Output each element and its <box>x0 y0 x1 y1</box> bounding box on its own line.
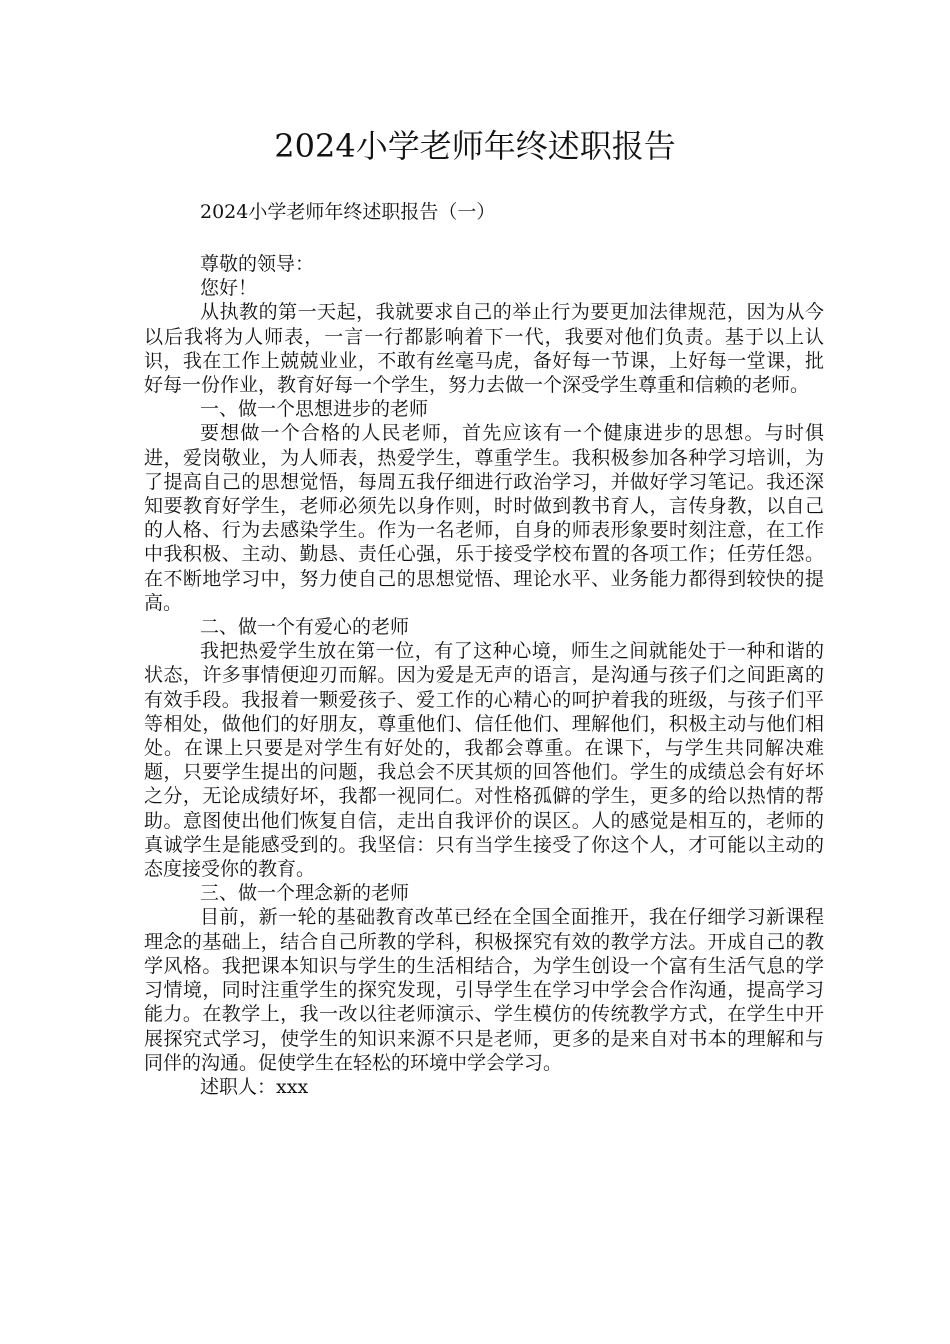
section-heading: 二、做一个有爱心的老师 <box>200 616 410 639</box>
body-paragraph: 要想做一个合格的人民老师，首先应该有一个健康进步的思想。与时俱进，爱岗敬业，为人师表，热爱学生，尊重学生。我积极参加各种学习培训，为了提高自己的思想觉悟，每周五我仔细进行政治学习，并做好学习笔记。我还深知要教育好学生，老师必须先以身作则，时时做到教书育人，言传身教，以自己的人格、行为去感染学生。作为一名老师，自身的师表形象要时刻注意，在工作中我积极、主动、勤恳、责任心强，乐于接受学校布置的各项工作；任劳任怨。在不断地学习中，努力使自己的思想觉悟、理论水平、业务能力都得到较快的提高。 <box>144 422 824 614</box>
body-paragraph: 目前，新一轮的基础教育改革已经在全国全面推开，我在仔细学习新课程理念的基础上，结合自己所教的学科，积极探究有效的教学方法。开成自己的教学风格。我把课本知识与学生的生活相结合，为学生创设一个富有生活气息的学习情境，同时注重学生的探究发现，引导学生在学习中学会合作沟通，提高学习能力。在教学上，我一改以往老师演示、学生模仿的传统教学方式，在学生中开展探究式学习，使学生的知识来源不只是老师，更多的是来自对书本的理解和与同伴的沟通。促使学生在轻松的环境中学会学习。 <box>144 906 824 1074</box>
salutation: 尊敬的领导： <box>200 253 315 275</box>
body-paragraph: 从执教的第一天起，我就要求自己的举止行为要更加法律规范，因为从今以后我将为人师表，一言一行都影响着下一代，我要对他们负责。基于以上认识，我在工作上兢兢业业，不敢有丝毫马虎，备好每一节课，上好每一堂课，批好每一份作业，教育好每一个学生，努力去做一个深受学生尊重和信赖的老师。 <box>144 301 824 397</box>
document-body <box>144 252 824 1099</box>
greeting: 您好！ <box>200 277 258 300</box>
body-paragraph: 我把热爱学生放在第一位，有了这种心境，师生之间就能处于一种和谐的状态，许多事情便迎刃而解。因为爱是无声的语言，是沟通与孩子们之间距离的有效手段。我报着一颗爱孩子、爱工作的心精心的呵护着我的班级，与孩子们平等相处，做他们的好朋友，尊重他们、信任他们、理解他们，积极主动与他们相处。在课上只要是对学生有好处的，我都会尊重。在课下，与学生共同解决难题，只要学生提出的问题，我总会不厌其烦的回答他们。学生的成绩总会有好坏之分，无论成绩好坏，我都一视同仁。对性格孤僻的学生，更多的给以热情的帮助。意图使出他们恢复自信，走出自我评价的误区。人的感觉是相互的，老师的真诚学生是能感受到的。我坚信：只有当学生接受了你这个人，才可能以主动的态度接受你的教育。 <box>144 640 824 881</box>
section-heading: 一、做一个思想进步的老师 <box>200 398 429 421</box>
section-heading: 三、做一个理念新的老师 <box>200 882 410 905</box>
signature-line: 述职人：xxx <box>200 1075 309 1098</box>
document-title: 2024小学老师年终述职报告 <box>274 127 676 165</box>
document-subtitle: 2024小学老师年终述职报告（一） <box>200 201 496 223</box>
